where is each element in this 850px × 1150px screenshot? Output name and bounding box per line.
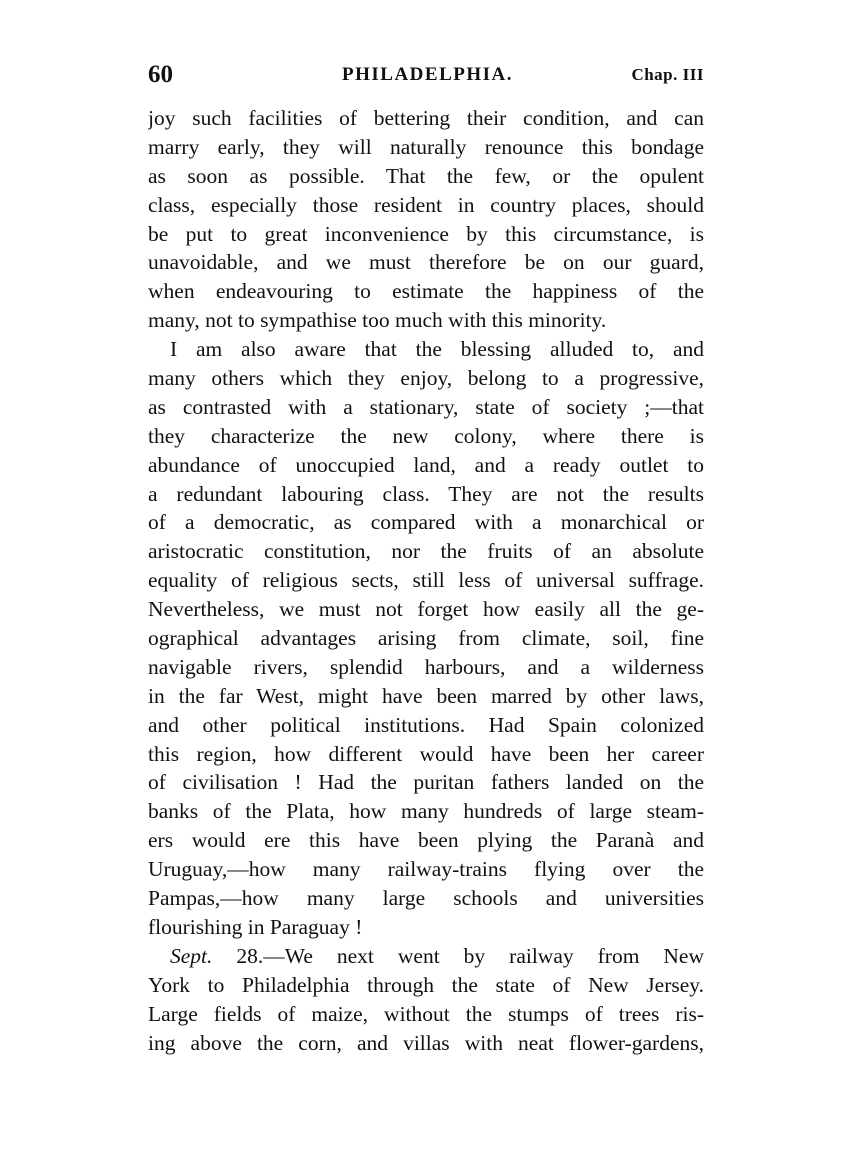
text-line: abundance of unoccupied land, and a ready outlet to <box>148 452 704 477</box>
text-line: ers would ere this have been plying the Paranà and <box>148 828 704 853</box>
text-line: class, especially those resident in country places, should <box>148 192 704 217</box>
text-line: banks of the Plata, how many hundreds of large steam- <box>148 799 704 824</box>
text-line: I am also aware that the blessing alluded to, and <box>170 337 704 362</box>
page-number: 60 <box>148 61 173 88</box>
text-line: marry early, they will naturally renounce this bondage <box>148 134 704 159</box>
text-line: of a democratic, as compared with a monarchical or <box>148 510 704 535</box>
text-line: Uruguay,—how many railway-trains flying over the <box>148 857 704 882</box>
text-line: Pampas,—how many large schools and universities <box>148 886 704 911</box>
text-line: be put to great inconvenience by this circumstance, is <box>148 221 704 246</box>
text-line: unavoidable, and we must therefore be on our guard, <box>148 250 704 275</box>
page-header <box>148 58 704 92</box>
text-line: this region, how different would have been her career <box>148 741 704 766</box>
text-line-dated <box>148 942 704 971</box>
text-line: Nevertheless, we must not forget how easily all the ge- <box>148 597 704 622</box>
text-line: flourishing in Paraguay ! <box>148 914 363 939</box>
text-line: ing above the corn, and villas with neat flower-gardens, <box>148 1030 704 1055</box>
text-line: in the far West, might have been marred by other laws, <box>148 683 704 708</box>
text-line: many, not to sympathise too much with this minority. <box>148 308 607 333</box>
text-line: joy such facilities of bettering their condition, and can <box>148 106 704 130</box>
text-line: ographical advantages arising from climate, soil, fine <box>148 626 704 651</box>
running-title: PHILADELPHIA. <box>342 64 513 85</box>
text-line: navigable rivers, splendid harbours, and a wilderness <box>148 654 704 679</box>
text-line: as contrasted with a stationary, state of society ;—that <box>148 394 704 419</box>
text-line: aristocratic constitution, nor the fruits of an absolute <box>148 539 704 564</box>
text-line: many others which they enjoy, belong to a progressive, <box>148 366 704 391</box>
body-text <box>148 104 704 1057</box>
text-line: they characterize the new colony, where there is <box>148 423 704 448</box>
date-line-text: 28.—We next went by railway from New <box>212 943 704 968</box>
text-line: of civilisation ! Had the puritan fathers landed on the <box>148 770 704 795</box>
text-line: equality of religious sects, still less of universal suffrage. <box>148 568 704 593</box>
date-label: Sept. <box>170 943 213 968</box>
text-line: when endeavouring to estimate the happiness of the <box>148 279 704 304</box>
chapter-label: Chap. III <box>631 65 704 84</box>
text-line: Large fields of maize, without the stumps of trees ris- <box>148 1001 704 1026</box>
text-line: York to Philadelphia through the state of New Jersey. <box>148 972 704 997</box>
text-line: as soon as possible. That the few, or the opulent <box>148 163 704 188</box>
text-line: and other political institutions. Had Spain colonized <box>148 712 704 737</box>
text-line: a redundant labouring class. They are not the results <box>148 481 704 506</box>
